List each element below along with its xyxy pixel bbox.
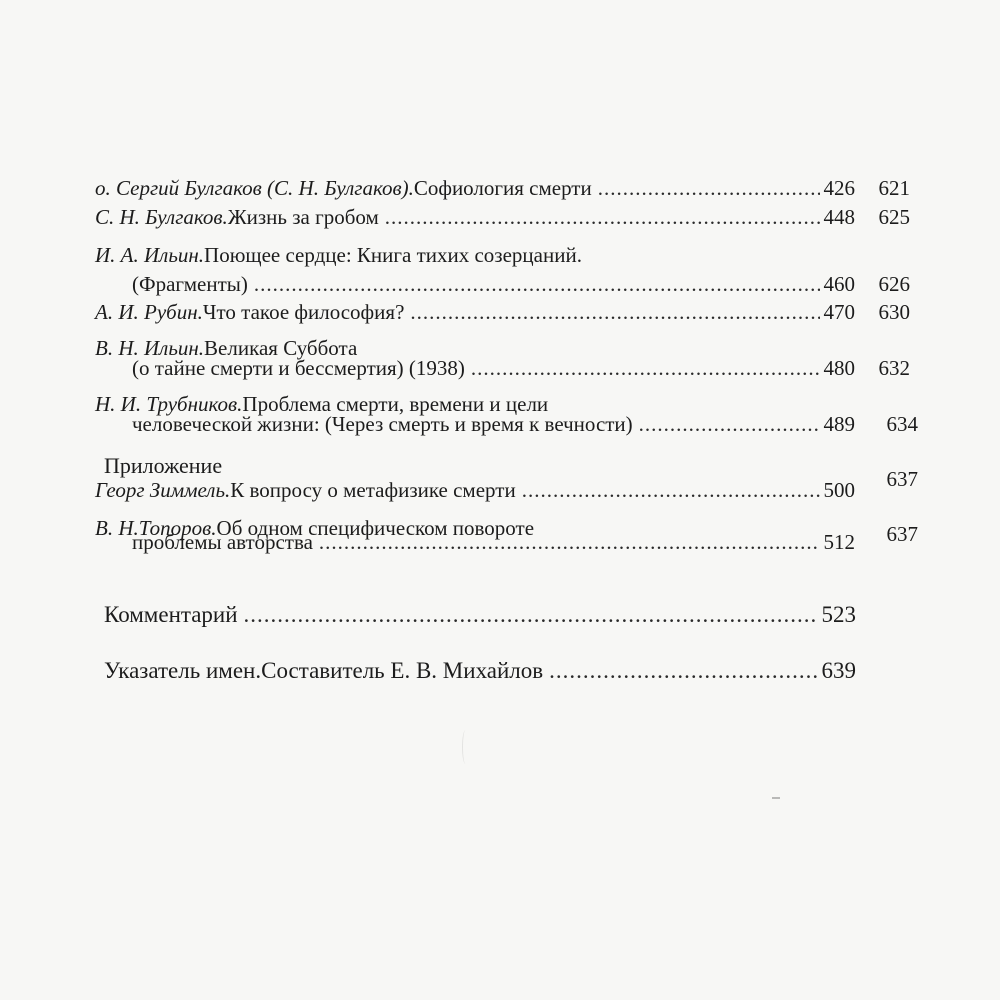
leader-dots (319, 530, 820, 554)
entry-comment-page: 621 (878, 176, 910, 200)
leader-dots (471, 356, 820, 380)
entry-title: К вопросу о метафизике смерти (230, 478, 516, 502)
entry-page: 460 (823, 272, 855, 296)
entry-author: С. Н. Булгаков. (95, 205, 228, 229)
entry-page: 480 (823, 356, 855, 380)
entry-page: 470 (823, 300, 855, 324)
leader-dots (254, 272, 820, 296)
entry-comment-page: 637 (886, 467, 918, 491)
leader-dots (598, 176, 820, 200)
entry-author: Н. И. Трубников. (95, 392, 243, 416)
index-page: 639 (821, 658, 856, 683)
entry-page: 448 (823, 205, 855, 229)
toc-entry-cont (132, 272, 855, 296)
toc-entry (95, 478, 855, 502)
entry-title-cont: (Фрагменты) (132, 272, 248, 296)
entry-title: Что такое философия? (202, 300, 405, 324)
entry-page: 426 (823, 176, 855, 200)
leader-dots (385, 205, 820, 229)
toc-entry-cont (132, 412, 855, 436)
toc-entry (95, 243, 855, 267)
leader-dots (244, 602, 818, 628)
entry-title: Софиология смерти (413, 176, 592, 200)
entry-page: 489 (823, 412, 855, 436)
entry-comment-page: 632 (878, 356, 910, 380)
entry-title: Проблема смерти, времени и цели (242, 392, 549, 416)
entry-comment-page: 625 (878, 205, 910, 229)
entry-title: Жизнь за гробом (227, 205, 379, 229)
commentary-label: Комментарий (104, 602, 238, 627)
leader-dots (549, 658, 817, 684)
index-entry (104, 658, 856, 684)
entry-author: о. Сергий Булгаков (С. Н. Булгаков). (95, 176, 414, 200)
commentary-entry (104, 602, 856, 628)
entry-author: В. Н. Ильин. (95, 336, 205, 360)
entry-title: Поющее сердце: Книга тихих созерцаний. (204, 243, 582, 267)
entry-author: В. Н.Топоров. (95, 516, 217, 540)
index-label: Указатель имен. (104, 658, 262, 683)
toc-entry-cont (132, 356, 855, 380)
appendix-heading: Приложение (104, 453, 223, 478)
entry-comment-page: 634 (886, 412, 918, 436)
paper-speck (462, 730, 469, 764)
toc-entry-cont (132, 530, 855, 554)
entry-comment-page: 630 (878, 300, 910, 324)
entry-title-cont: (о тайне смерти и бессмертия) (1938) (132, 356, 465, 380)
entry-author: Георг Зиммель. (95, 478, 231, 502)
entry-page: 500 (823, 478, 855, 502)
toc-entry (95, 205, 855, 229)
entry-comment-page: 626 (878, 272, 910, 296)
leader-dots (639, 412, 820, 436)
leader-dots (522, 478, 820, 502)
index-compiler: Составитель Е. В. Михайлов (261, 658, 544, 683)
entry-comment-page: 637 (886, 522, 918, 546)
commentary-page: 523 (821, 602, 856, 627)
paper-speck (772, 797, 780, 799)
leader-dots (410, 300, 819, 324)
entry-page: 512 (823, 530, 855, 554)
entry-title: Великая Суббота (204, 336, 358, 360)
entry-title: Об одном специфическом повороте (216, 516, 535, 540)
entry-author: И. А. Ильин. (95, 243, 205, 267)
entry-author: А. И. Рубин. (95, 300, 203, 324)
toc-entry (95, 300, 855, 324)
entry-title-cont: проблемы авторства (132, 530, 313, 554)
toc-entry (95, 176, 855, 200)
entry-title-cont: человеческой жизни: (Через смерть и время к вечности) (132, 412, 633, 436)
